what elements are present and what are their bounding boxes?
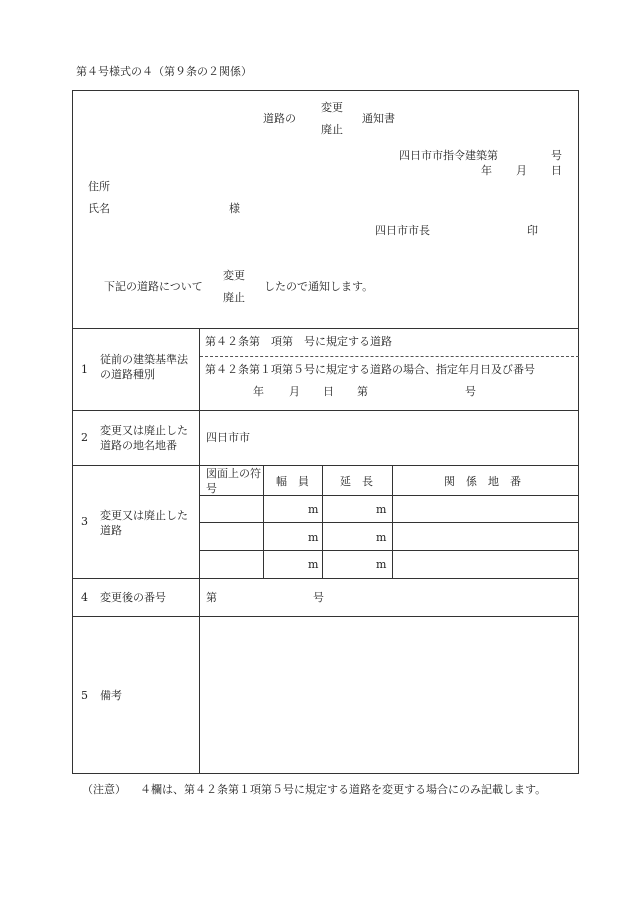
row1-dai: 第 [357, 385, 368, 398]
divider-header [72, 328, 579, 329]
row4-label: 変更後の番号 [100, 591, 166, 604]
row1-number: 1 [81, 363, 88, 376]
row4-dai: 第 [206, 591, 217, 604]
divider-row3 [72, 578, 579, 579]
body-prefix: 下記の道路について [104, 280, 203, 293]
row4-number: 4 [81, 591, 88, 604]
row2-number: 2 [81, 431, 88, 444]
address-label: 住所 [88, 180, 110, 193]
row1-label: 従前の建築基準法の道路種別 [100, 353, 188, 381]
road-table-header-width: 幅 員 [276, 475, 309, 488]
road-row1-length-unit: m [376, 503, 387, 516]
body-abolish: 廃止 [223, 291, 245, 304]
name-label: 氏名 [88, 202, 110, 215]
road-row1-width-unit: m [308, 503, 319, 516]
divider-row1 [72, 410, 579, 411]
seal-label: 印 [527, 224, 538, 237]
road-row2-width-unit: m [308, 531, 319, 544]
title-change: 変更 [321, 101, 343, 114]
road-table-header-length: 延 長 [340, 475, 373, 488]
honorific: 様 [229, 202, 240, 215]
title-road-of: 道路の [263, 112, 296, 125]
row1-day: 日 [323, 385, 334, 398]
mayor-label: 四日市市長 [375, 224, 430, 237]
road-table-col-2 [322, 465, 323, 578]
date-day: 日 [551, 164, 562, 177]
form-title: 第４号様式の４（第９条の２関係） [76, 65, 252, 78]
road-row3-length-unit: m [376, 558, 387, 571]
road-table-line-2 [199, 550, 579, 551]
note-label: （注意） [82, 783, 126, 796]
title-notice: 通知書 [362, 112, 395, 125]
divider-row4 [72, 616, 579, 617]
date-month: 月 [516, 164, 527, 177]
road-table-header-symbol: 図面上の符号 [206, 467, 261, 495]
road-table-line-1 [199, 522, 579, 523]
road-row3-width-unit: m [308, 558, 319, 571]
divider-row2 [72, 465, 579, 466]
issuer-number-prefix: 四日市市指令建築第 [399, 149, 498, 162]
row1-go: 号 [465, 385, 476, 398]
row1-month: 月 [289, 385, 300, 398]
road-row2-length-unit: m [376, 531, 387, 544]
row1-line1: 第４２条第 項第 号に規定する道路 [205, 335, 392, 348]
row1-line2: 第４２条第１項第５号に規定する道路の場合、指定年月日及び番号 [205, 363, 535, 376]
issuer-number-suffix: 号 [551, 149, 562, 162]
road-table-header-lots: 関 係 地 番 [444, 475, 521, 488]
body-suffix: したので通知します。 [264, 280, 374, 293]
row3-label: 変更又は廃止した道路 [100, 509, 188, 537]
row5-number: 5 [81, 689, 88, 702]
row4-go: 号 [313, 591, 324, 604]
road-table-col-1 [263, 465, 264, 578]
note-text: ４欄は、第４２条第１項第５号に規定する道路を変更する場合にのみ記載します。 [140, 783, 547, 796]
row1-dashed-divider [200, 356, 579, 357]
label-column-divider [199, 328, 200, 774]
row3-number: 3 [81, 515, 88, 528]
road-table-col-3 [392, 465, 393, 578]
row2-label: 変更又は廃止した道路の地名地番 [100, 424, 188, 452]
title-abolish: 廃止 [321, 123, 343, 136]
body-change: 変更 [223, 269, 245, 282]
row5-label: 備考 [100, 689, 122, 702]
row2-value: 四日市市 [206, 431, 250, 444]
row1-year: 年 [253, 385, 264, 398]
date-year: 年 [481, 164, 492, 177]
